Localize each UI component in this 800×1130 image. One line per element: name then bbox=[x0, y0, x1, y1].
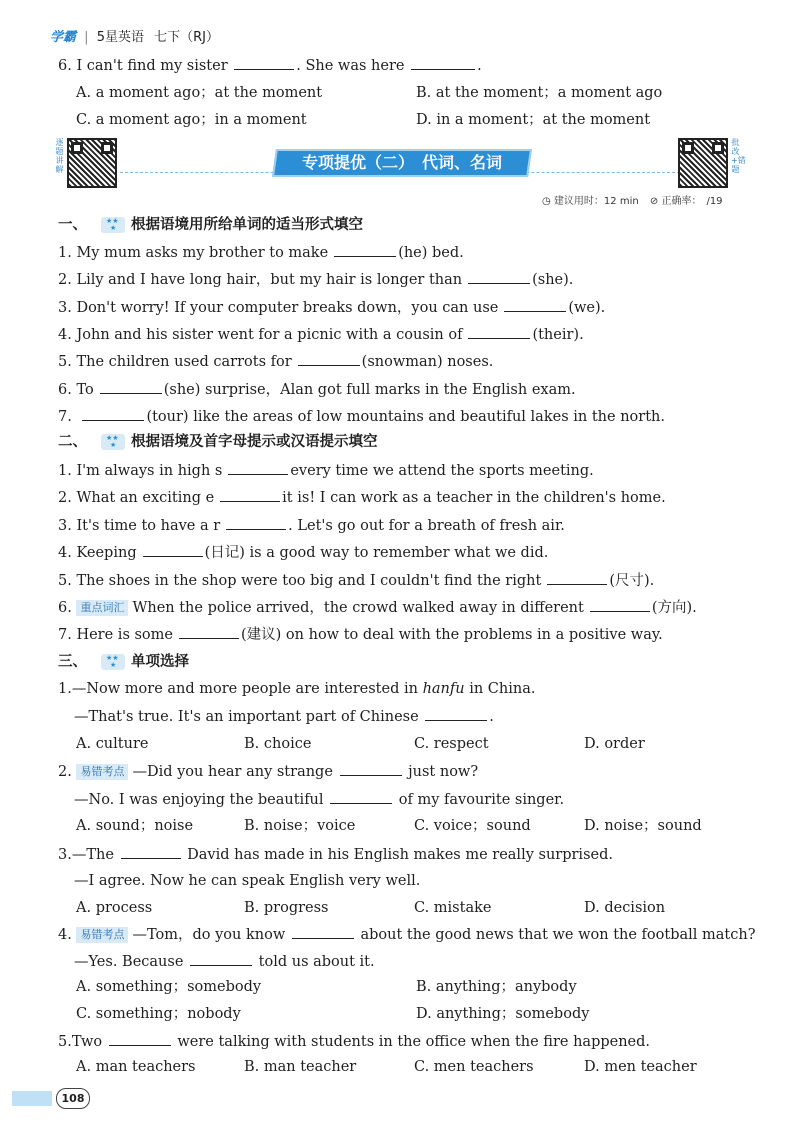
section1-item-6: 6. To (she) surprise，Alan got full marks in the English exam. bbox=[58, 381, 576, 398]
answer-blank[interactable] bbox=[468, 325, 530, 339]
tag-key-vocab: 重点词汇 bbox=[76, 600, 128, 616]
section1-item-5: 5. The children used carrots for (snowman) noses. bbox=[58, 354, 494, 371]
option-c[interactable]: C. a moment ago；in a moment bbox=[76, 112, 307, 128]
answer-blank[interactable] bbox=[121, 845, 181, 859]
option-d[interactable]: D. decision bbox=[584, 900, 666, 916]
answer-blank[interactable] bbox=[298, 352, 360, 366]
mc-question-2-reply: —No. I was enjoying the beautiful of my favourite singer. bbox=[74, 792, 565, 808]
answer-blank[interactable] bbox=[330, 790, 392, 804]
option-d[interactable]: D. in a moment；at the moment bbox=[416, 112, 651, 128]
section-3-heading: 三、 ★★ ★ 单项选择 bbox=[58, 654, 189, 670]
answer-blank[interactable] bbox=[590, 598, 650, 612]
section1-item-7: 7. (tour) like the areas of low mountains and beautiful lakes in the north. bbox=[58, 408, 665, 425]
clock-icon: ◷ bbox=[542, 196, 551, 207]
page-header bbox=[50, 26, 219, 45]
answer-blank[interactable] bbox=[228, 461, 288, 475]
option-d[interactable]: D. order bbox=[584, 736, 645, 752]
section2-item-7: 7. Here is some (建议) on how to deal with the problems in a positive way. bbox=[58, 627, 663, 644]
option-d[interactable]: D. noise；sound bbox=[584, 818, 702, 834]
mc-question-2: 2. 易错考点 —Did you hear any strange just now? bbox=[58, 764, 479, 780]
header-divider: | bbox=[84, 30, 89, 45]
check-icon: ⊘ bbox=[649, 196, 659, 207]
answer-blank[interactable] bbox=[82, 407, 144, 421]
section2-item-4: 4. Keeping (日记) is a good way to remember what we did. bbox=[58, 545, 549, 562]
mc-question-1-reply: —That's true. It's an important part of Chinese . bbox=[74, 709, 494, 725]
option-a[interactable]: A. culture bbox=[76, 736, 149, 752]
answer-blank[interactable] bbox=[109, 1032, 171, 1046]
tag-error-prone: 易错考点 bbox=[76, 927, 128, 943]
answer-blank[interactable] bbox=[292, 925, 354, 939]
mc-question-3-reply: —I agree. Now he can speak English very well. bbox=[74, 873, 421, 889]
answer-blank[interactable] bbox=[226, 516, 286, 530]
answer-blank[interactable] bbox=[220, 488, 280, 502]
brand-logo: 学霸 bbox=[50, 30, 77, 45]
option-b[interactable]: B. man teacher bbox=[244, 1059, 357, 1075]
section-1-heading: 一、 ★★ ★ 根据语境用所给单词的适当形式填空 bbox=[58, 217, 363, 233]
grade-label: 七下（RJ） bbox=[154, 30, 219, 45]
section2-item-1: 1. I'm always in high s every time we attend the sports meeting. bbox=[58, 463, 594, 479]
book-name: 5星英语 bbox=[96, 30, 144, 45]
difficulty-stars-icon: ★★ ★ bbox=[101, 217, 125, 233]
option-d[interactable]: D. anything；somebody bbox=[416, 1006, 590, 1022]
option-a[interactable]: A. process bbox=[76, 900, 153, 916]
option-a[interactable]: A. a moment ago；at the moment bbox=[76, 85, 323, 101]
answer-blank[interactable] bbox=[100, 380, 162, 394]
section1-item-1: 1. My mum asks my brother to make (he) bed. bbox=[58, 245, 464, 261]
section1-item-3: 3. Don't worry! If your computer breaks down，you can use (we). bbox=[58, 299, 606, 316]
mc-question-4: 4. 易错考点 —Tom，do you know about the good news that we won the football match? bbox=[58, 927, 756, 943]
left-qr-code[interactable] bbox=[67, 138, 117, 188]
answer-blank[interactable] bbox=[547, 571, 607, 585]
section-2-heading: 二、 ★★ ★ 根据语境及首字母提示或汉语提示填空 bbox=[58, 434, 378, 450]
section2-item-5: 5. The shoes in the shop were too big and I couldn't find the right (尺寸). bbox=[58, 572, 655, 589]
option-a[interactable]: A. something；somebody bbox=[76, 979, 262, 995]
option-c[interactable]: C. voice；sound bbox=[414, 818, 531, 834]
answer-blank[interactable] bbox=[334, 243, 396, 257]
option-c[interactable]: C. mistake bbox=[414, 900, 492, 916]
option-b[interactable]: B. at the moment；a moment ago bbox=[416, 85, 663, 101]
difficulty-stars-icon: ★★ ★ bbox=[101, 434, 125, 450]
section1-item-4: 4. John and his sister went for a picnic with a cousin of (their). bbox=[58, 326, 584, 343]
option-b[interactable]: B. choice bbox=[244, 736, 312, 752]
mc-question-3: 3.—The David has made in his English makes me really surprised. bbox=[58, 847, 613, 863]
right-qr-code[interactable] bbox=[678, 138, 728, 188]
section1-item-2: 2. Lily and I have long hair，but my hair is longer than (she). bbox=[58, 272, 574, 289]
tag-error-prone: 易错考点 bbox=[76, 764, 128, 780]
answer-blank[interactable] bbox=[190, 952, 252, 966]
option-c[interactable]: C. something；nobody bbox=[76, 1006, 241, 1022]
right-qr-label: 批改+错题 bbox=[731, 138, 746, 174]
left-qr-label: 逐题讲解 bbox=[55, 138, 64, 174]
answer-blank[interactable] bbox=[504, 298, 566, 312]
banner-title: 专项提优（二） 代词、名词 bbox=[301, 153, 502, 172]
section2-item-3: 3. It's time to have a r . Let's go out for a breath of fresh air. bbox=[58, 517, 565, 534]
option-b[interactable]: B. anything；anybody bbox=[416, 979, 577, 995]
answer-blank[interactable] bbox=[468, 270, 530, 284]
section2-item-2: 2. What an exciting e it is! I can work as a teacher in the children's home. bbox=[58, 490, 666, 507]
answer-blank[interactable] bbox=[234, 56, 294, 70]
page-number: 108 bbox=[56, 1088, 90, 1109]
option-a[interactable]: A. man teachers bbox=[76, 1059, 196, 1075]
footer-bar bbox=[12, 1091, 52, 1106]
time-info: ◷ 建议用时：12 min ⊘ 正确率： /19 bbox=[542, 196, 723, 207]
option-c[interactable]: C. men teachers bbox=[414, 1059, 534, 1075]
mc-question-5: 5.Two were talking with students in the office when the fire happened. bbox=[58, 1034, 651, 1050]
mc-question-4-reply: —Yes. Because told us about it. bbox=[74, 954, 375, 970]
answer-blank[interactable] bbox=[411, 56, 475, 70]
option-d[interactable]: D. men teacher bbox=[584, 1059, 697, 1075]
answer-blank[interactable] bbox=[143, 543, 203, 557]
question-prev-6: 6. I can't find my sister . She was here . bbox=[58, 58, 482, 74]
option-b[interactable]: B. noise；voice bbox=[244, 818, 356, 834]
mc-question-1: 1.—Now more and more people are interested in hanfu in China. bbox=[58, 681, 536, 697]
difficulty-stars-icon: ★★ ★ bbox=[101, 654, 125, 670]
section2-item-6: 6. 重点词汇 When the police arrived，the crowd walked away in different (方向). bbox=[58, 600, 697, 616]
answer-blank[interactable] bbox=[179, 625, 239, 639]
option-c[interactable]: C. respect bbox=[414, 736, 489, 752]
answer-blank[interactable] bbox=[340, 762, 402, 776]
option-a[interactable]: A. sound；noise bbox=[76, 818, 194, 834]
option-b[interactable]: B. progress bbox=[244, 900, 329, 916]
answer-blank[interactable] bbox=[425, 707, 487, 721]
